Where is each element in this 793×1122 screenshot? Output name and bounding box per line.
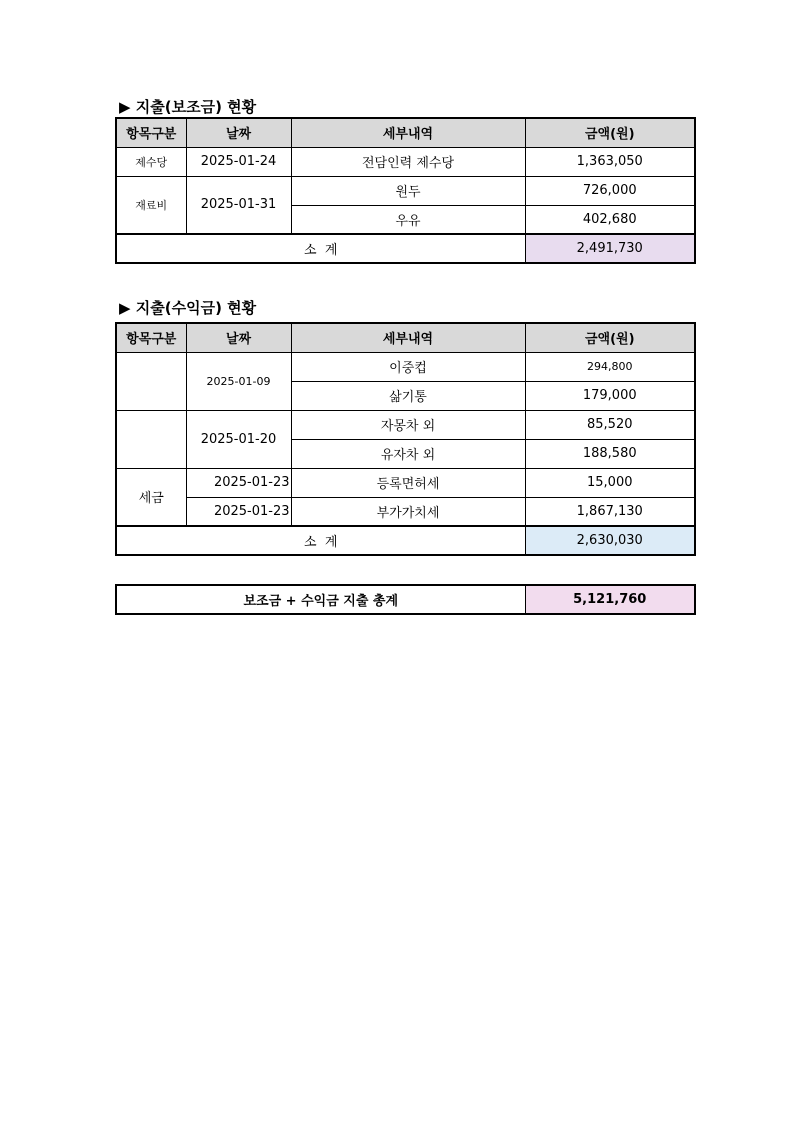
cell-amount: 726,000 <box>525 176 695 205</box>
grand-total-row <box>116 585 695 614</box>
table-row <box>116 497 695 526</box>
cell-category: 세금 <box>116 468 186 526</box>
cell-detail: 유자차 외 <box>291 439 525 468</box>
table-header-row <box>116 118 695 147</box>
cell-detail: 부가가치세 <box>291 497 525 526</box>
cell-date: 2025-01-23 <box>186 497 291 526</box>
table-header-row <box>116 323 695 352</box>
cell-detail: 삶기통 <box>291 381 525 410</box>
cell-detail: 자몽차 외 <box>291 410 525 439</box>
cell-amount: 1,867,130 <box>525 497 695 526</box>
section2-title: ▶ 지출(수익금) 현황 <box>119 299 257 317</box>
cell-detail: 전담인력 제수당 <box>291 147 525 176</box>
cell-amount: 1,363,050 <box>525 147 695 176</box>
subsidy-expense-table <box>115 117 696 264</box>
cell-date: 2025-01-31 <box>186 176 291 234</box>
header-category: 항목구분 <box>116 323 186 352</box>
cell-category <box>116 352 186 410</box>
section1-title: ▶ 지출(보조금) 현황 <box>119 98 257 116</box>
cell-detail: 등록면허세 <box>291 468 525 497</box>
grand-total-label: 보조금 + 수익금 지출 총계 <box>116 585 525 614</box>
subtotal-amount: 2,630,030 <box>525 526 695 555</box>
subtotal-label: 소 계 <box>116 234 525 263</box>
cell-category <box>116 410 186 468</box>
cell-date: 2025-01-20 <box>186 410 291 468</box>
header-amount: 금액(원) <box>525 118 695 147</box>
header-category: 항목구분 <box>116 118 186 147</box>
header-detail: 세부내역 <box>291 118 525 147</box>
subtotal-amount: 2,491,730 <box>525 234 695 263</box>
cell-amount: 15,000 <box>525 468 695 497</box>
cell-category: 제수당 <box>116 147 186 176</box>
cell-amount: 188,580 <box>525 439 695 468</box>
grand-total-table <box>115 584 696 615</box>
table-row <box>116 147 695 176</box>
cell-date: 2025-01-24 <box>186 147 291 176</box>
cell-date: 2025-01-23 <box>186 468 291 497</box>
cell-amount: 179,000 <box>525 381 695 410</box>
cell-detail: 우유 <box>291 205 525 234</box>
header-amount: 금액(원) <box>525 323 695 352</box>
table-row <box>116 468 695 497</box>
grand-total-amount: 5,121,760 <box>525 585 695 614</box>
cell-amount: 85,520 <box>525 410 695 439</box>
subtotal-label: 소 계 <box>116 526 525 555</box>
table-row <box>116 410 695 439</box>
cell-amount: 294,800 <box>525 352 695 381</box>
cell-detail: 원두 <box>291 176 525 205</box>
revenue-expense-table <box>115 322 696 556</box>
cell-date: 2025-01-09 <box>186 352 291 410</box>
table-row <box>116 176 695 205</box>
header-detail: 세부내역 <box>291 323 525 352</box>
header-date: 날짜 <box>186 323 291 352</box>
subtotal-row <box>116 526 695 555</box>
cell-detail: 이중컵 <box>291 352 525 381</box>
cell-category: 재료비 <box>116 176 186 234</box>
table-row <box>116 352 695 381</box>
header-date: 날짜 <box>186 118 291 147</box>
subtotal-row <box>116 234 695 263</box>
cell-amount: 402,680 <box>525 205 695 234</box>
